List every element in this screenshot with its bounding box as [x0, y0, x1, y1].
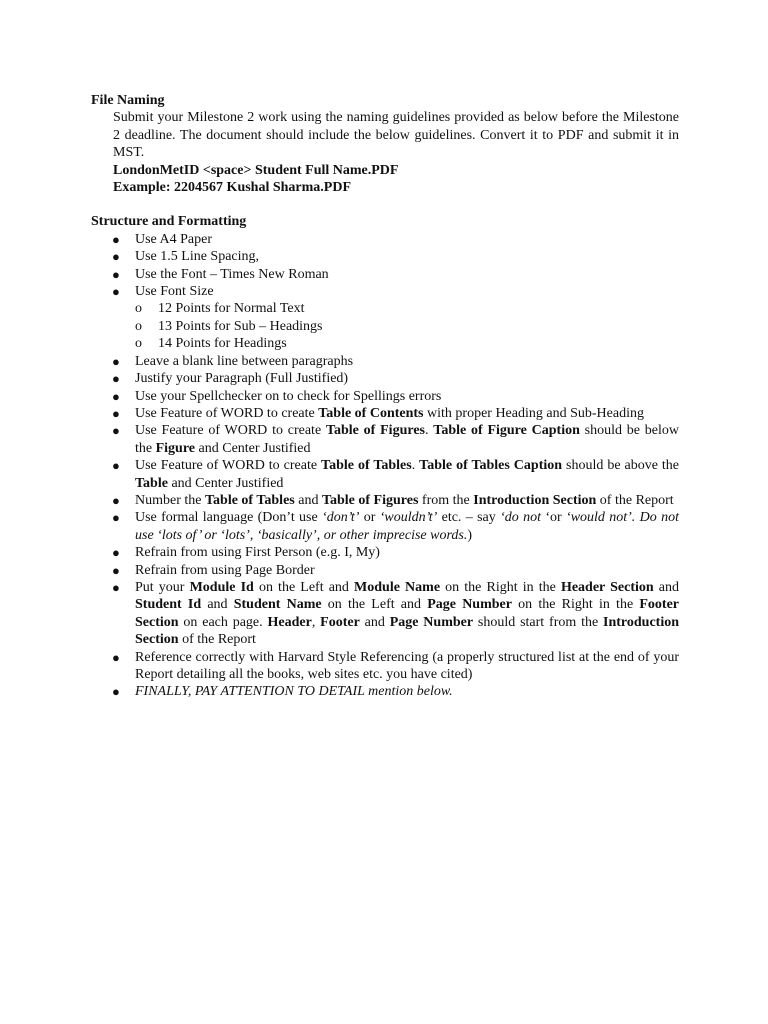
- file-naming-block: [113, 109, 679, 196]
- list-item: ● Justify your Paragraph (Full Justified): [112, 371, 349, 387]
- structure-list: [91, 231, 679, 701]
- bullet-icon: ●: [112, 684, 120, 700]
- bullet-icon: ●: [112, 649, 120, 665]
- list-item: ● Use Feature of WORD to create Table of Figures. Table of Figure Caption should be below the Figure and Center Justified: [112, 423, 680, 456]
- list-item: ● Refrain from using First Person (e.g. I, My): [112, 545, 380, 561]
- list-item: ● Refrain from using Page Border: [112, 562, 315, 578]
- sub-list-item: o 14 Points for Headings: [135, 336, 287, 352]
- font-size-sublist: [135, 300, 679, 352]
- structure-heading: Structure and Formatting: [91, 214, 247, 230]
- list-item: ● Use Feature of WORD to create Table of Contents with proper Heading and Sub-Heading: [112, 405, 644, 421]
- bullet-icon: ●: [112, 371, 120, 387]
- bullet-icon: ●: [112, 388, 120, 404]
- bullet-icon: ●: [112, 510, 120, 526]
- sub-bullet-icon: o: [135, 301, 142, 317]
- document-page: [91, 92, 679, 701]
- bullet-icon: ●: [112, 405, 120, 421]
- bullet-icon: ●: [112, 284, 120, 300]
- bullet-icon: ●: [112, 562, 120, 578]
- list-item: ● Use the Font – Times New Roman: [112, 266, 329, 282]
- bullet-icon: ●: [112, 266, 120, 282]
- list-item: ● Reference correctly with Harvard Style Referencing (a properly structured list at the end of your Report detailing all the books, web sites etc. you have cited): [112, 649, 679, 682]
- file-naming-paragraph: Submit your Milestone 2 work using the naming guidelines provided as below before the Milestone 2 deadline. The document should include the below guidelines. Convert it to PDF and submit it in MST.: [113, 110, 679, 161]
- list-item: ● Use formal language (Don’t use ‘don’t’ or ‘wouldn’t’ etc. – say ‘do not ‘or ‘would not’. Do not use ‘lots of’ or ‘lots’, ‘basically’, or other imprecise words.): [112, 510, 679, 543]
- naming-example-line: Example: 2204567 Kushal Sharma.PDF: [113, 180, 352, 196]
- bullet-icon: ●: [112, 458, 120, 474]
- file-naming-heading: File Naming: [91, 93, 165, 108]
- blank-line: [91, 196, 679, 213]
- sub-list-item: o 12 Points for Normal Text: [135, 301, 305, 317]
- bullet-icon: ●: [112, 579, 120, 595]
- bullet-icon: ●: [112, 231, 120, 247]
- list-item: ● Number the Table of Tables and Table of Figures from the Introduction Section of the Report: [112, 492, 674, 508]
- bullet-icon: ●: [112, 353, 120, 369]
- bullet-icon: ●: [112, 249, 120, 265]
- bullet-icon: ●: [112, 545, 120, 561]
- bullet-icon: ●: [112, 423, 120, 439]
- list-item: ● Put your Module Id on the Left and Module Name on the Right in the Header Section and Student Id and Student Name on the Left and Page Number on the Right in the Footer Section on each page. Header, Footer and Page Number should start from the Introduction Section of the Report: [112, 579, 680, 648]
- list-item: ● Use Font Size o 12 Points for Normal Text o 13 Points for Sub – Headings o 14 Points for Headings: [91, 283, 679, 353]
- list-item: ● Use A4 Paper: [112, 231, 212, 247]
- naming-format-line: LondonMetID <space> Student Full Name.PDF: [113, 162, 399, 178]
- sub-list-item: o 13 Points for Sub – Headings: [135, 318, 323, 334]
- sub-bullet-icon: o: [135, 318, 142, 334]
- list-item: ● Use your Spellchecker on to check for Spellings errors: [112, 388, 442, 404]
- list-item: ● Leave a blank line between paragraphs: [112, 353, 354, 369]
- list-item: ● FINALLY, PAY ATTENTION TO DETAIL mention below.: [112, 684, 453, 700]
- bullet-icon: ●: [112, 492, 120, 508]
- sub-bullet-icon: o: [135, 336, 142, 352]
- list-item: ● Use Feature of WORD to create Table of Tables. Table of Tables Caption should be above the Table and Center Justified: [112, 458, 679, 491]
- list-item: ● Use 1.5 Line Spacing,: [112, 249, 260, 265]
